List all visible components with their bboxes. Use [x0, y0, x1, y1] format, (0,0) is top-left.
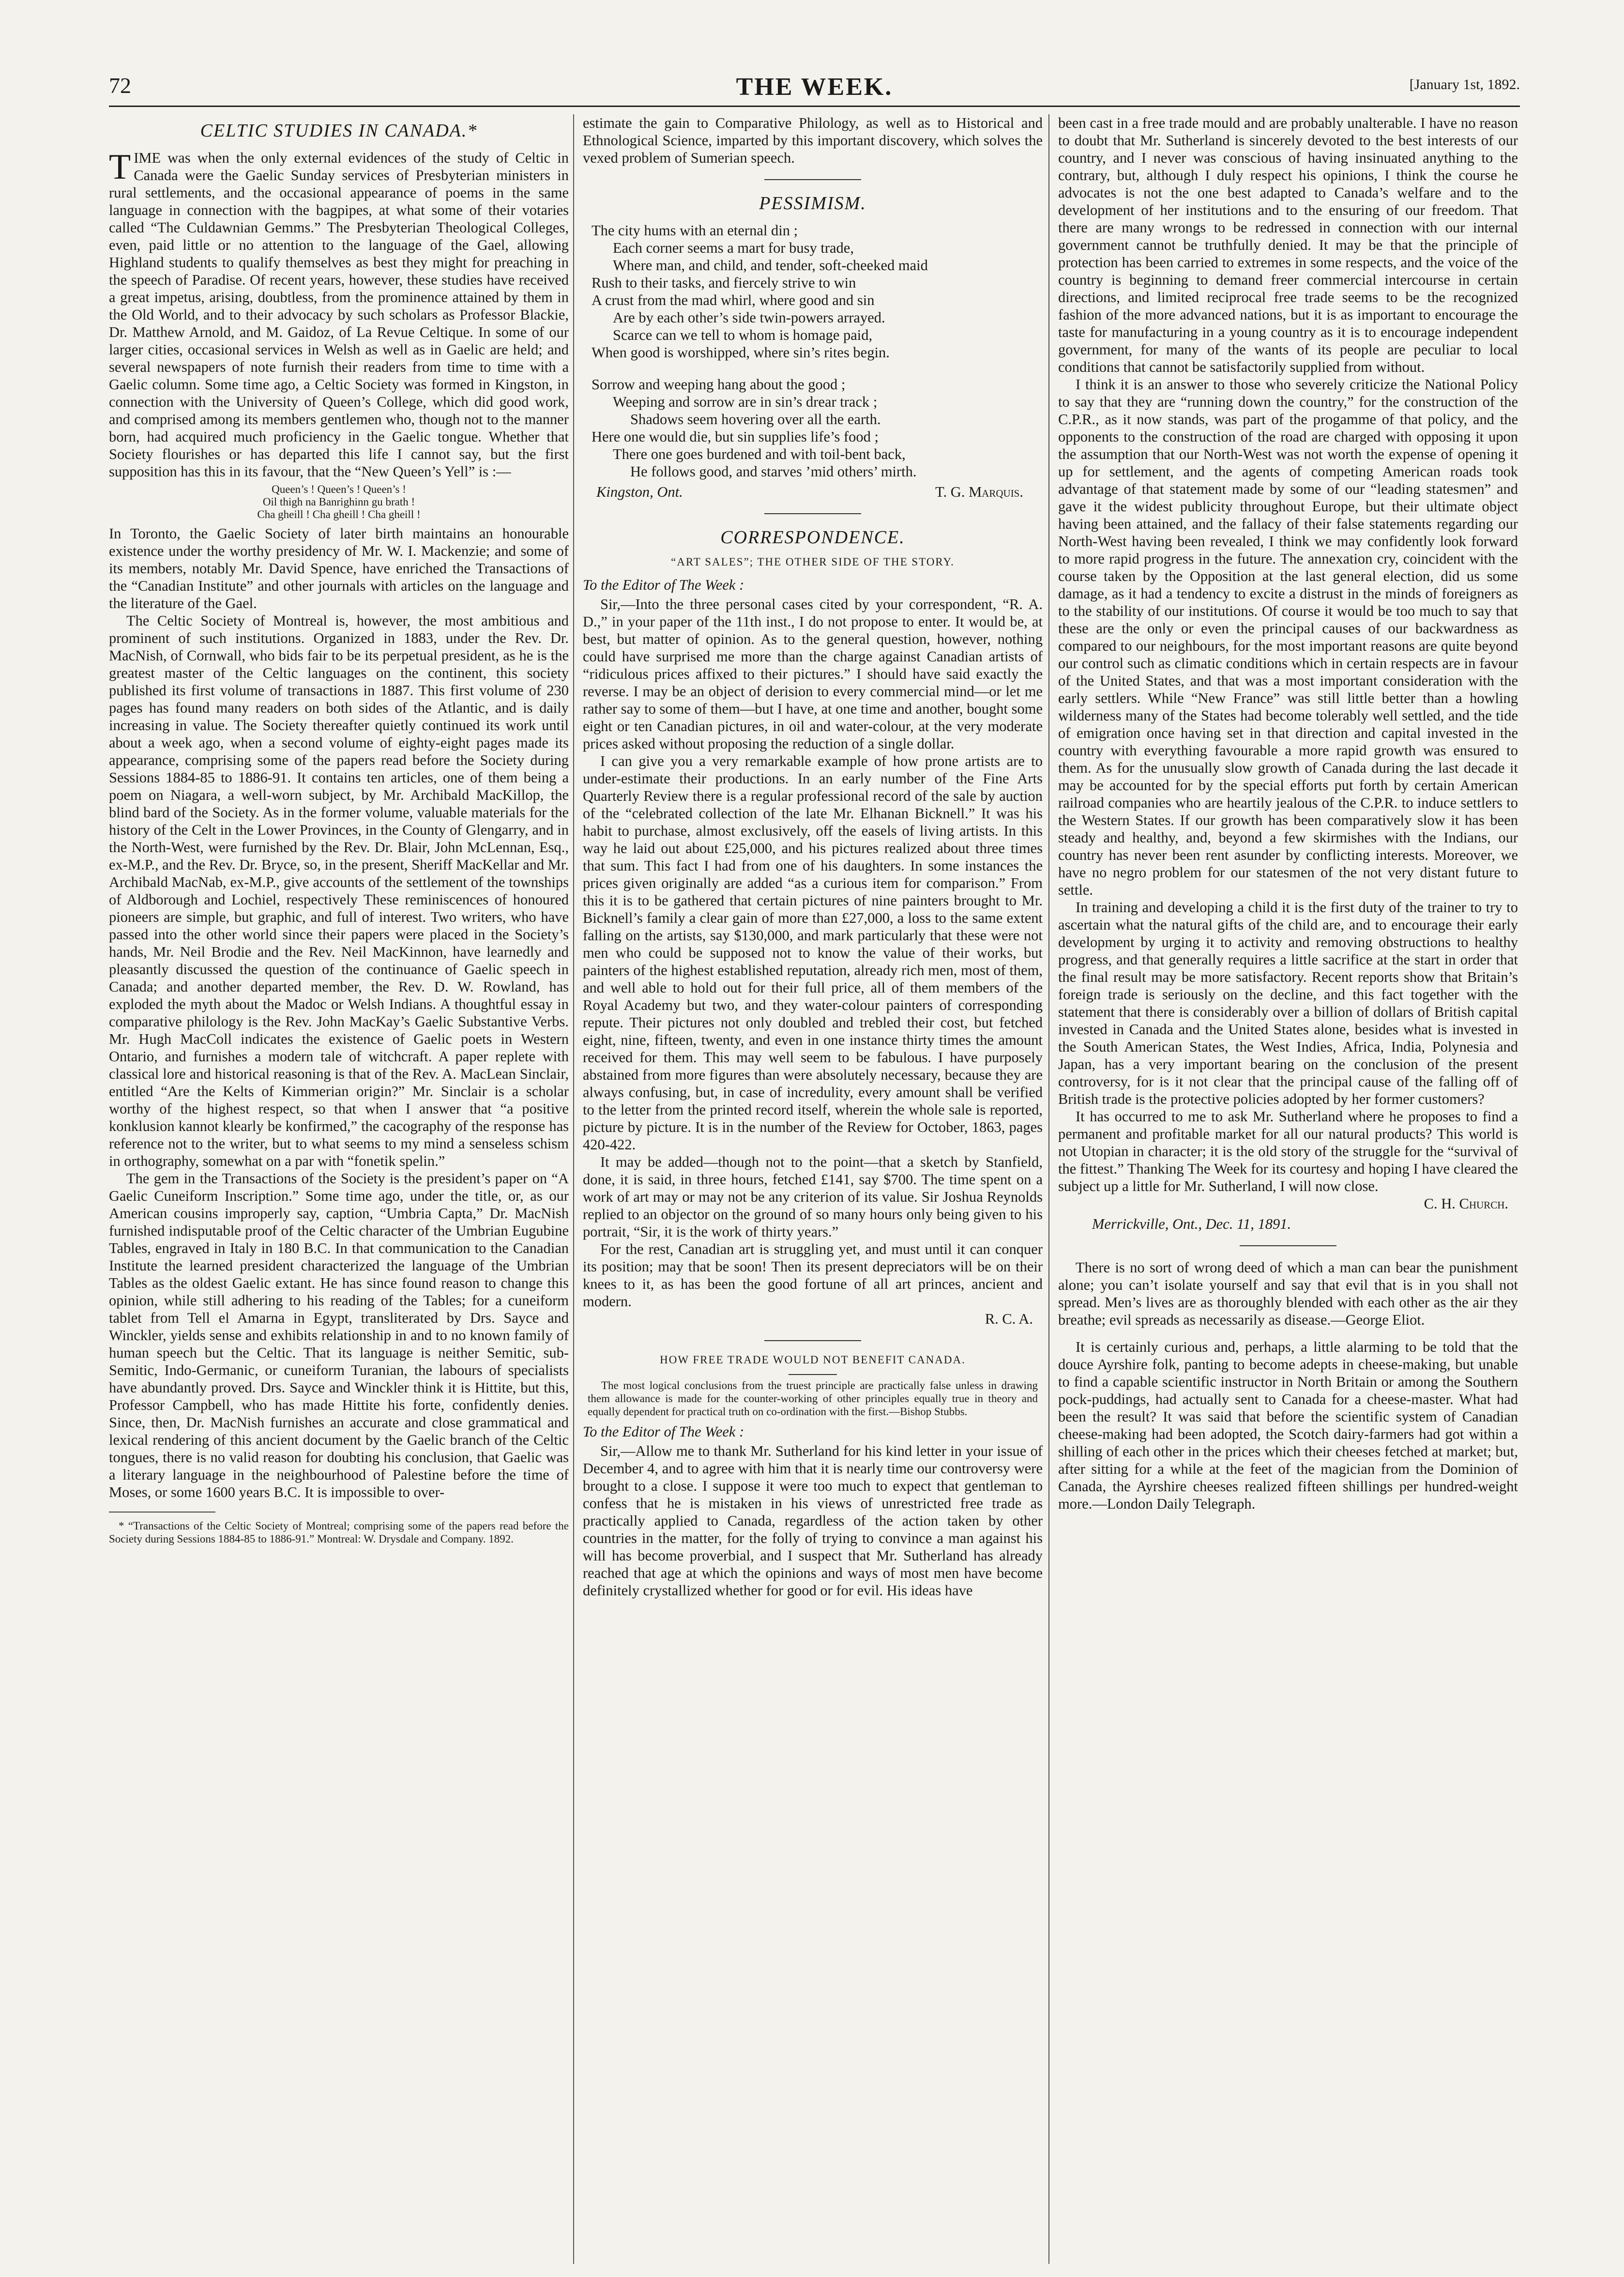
paragraph: I think it is an answer to those who severely criticize the National Policy to say that they are “running down the country,” for the construction of the C.P.R., as it now stands, was part of the progamme of that policy, and the opponents to the construction of the road are charged with opposing it upon the assumption that our North-West was not worth the expense of opening it up for settlement, and the agents of competing American roads took advantage of that statement made by some of our “leading statesmen” and gave it the widest publicity throughout Europe, but their ultimate object having been attained, and the fallacy of their false statements regarding our North-West having been revealed, I think we may confidently look forward to more rapid progress in the future. The annexation cry, coincident with the course taken by the Opposition at the last general election, did us some damage, as it had a tendency to excite a distrust in the minds of foreigners as to the stability of our institutions. Of course it would be too much to say that these are the only or even the principal causes of our backwardness as compared to our neighbours, for the most important reasons are quite beyond our control such as climatic conditions which in certain respects are in favour of the United States, and that was a most important consideration with the early settlers. While “New France” was still little better than a howling wilderness many of the States had become tolerably well settled, and the tide of emigration once having set in that direction and capital invested in the country with everything favourable a more rapid growth was ensured to them. As for the unusually slow growth of Canada during the last decade it may be accounted for by the special efforts put forth by certain American railroad companies who are heartily jealous of the C.P.R. to induce settlers to the Western States. If our growth has been comparatively slow it has been steady and healthy, and, beyond a few skirmishes with the Indians, our country has never been rent asunder by conflicting interests. Moreover, we have no negro problem for our statesmen of the not very distant future to settle.: [1058, 376, 1518, 898]
poem-signature: [596, 483, 1043, 501]
paragraph: been cast in a free trade mould and are probably unalterable. I have no reason to doubt that Mr. Sutherland is sincerely devoted to the best interests of our country, and I never was conscious of having insinuated anything to the contrary, but, although I duly respect his opinions, I think the course he advocates is not the one best adapted to Canada’s welfare and to the development of her institutions and to the ensuring of our freedom. That there are many wrongs to be redressed in connection with our internal government cannot be truthfully denied. It may be that the principle of protection has been carried to extremes in some respects, and the voice of the country is beginning to demand freer commercial intercourse in certain directions, and limited reciprocal free trade seems to be the recognized fashion of the more advanced nations, but it is as important to encourage the taste for manufacturing in a young country as it is to encourage independent government, for many of the wants of its people are peculiar to local conditions that cannot be satisfactorily supplied from without.: [1058, 115, 1518, 375]
column-rule: [1048, 114, 1049, 2264]
salutation: To the Editor of The Week :: [583, 1423, 744, 1440]
poem-line: The city hums with an eternal din ;: [592, 222, 798, 239]
paragraph: Sir,—Allow me to thank Mr. Sutherland for his kind letter in your issue of December 4, and to agree with him that it is nearly time our controversy were brought to a close. I suppose it were too much to expect that gentleman to confess that he is mistaken in his views of unrestricted free trade as practically applied to Canada, regardless of the action taken by other countries in the matter, for the folly of trying to convince a man against his will has become proverbial, and I suspect that Mr. Sutherland has already reached that age at which the opinions and ways of most men have become definitely crystallized whether for good or for evil. His ideas have: [583, 1443, 1043, 1599]
column-rule: [573, 114, 574, 2264]
poem-line: There one goes burdened and with toil-bent back,: [613, 446, 906, 462]
poem-line: Shadows seem hovering over all the earth.: [630, 411, 881, 428]
separator: [789, 1374, 837, 1375]
yell-line: Oil thigh na Banrighinn gu brath !: [262, 496, 415, 508]
poem-line: Are by each other’s side twin-powers arrayed.: [613, 309, 885, 326]
masthead-title: THE WEEK.: [736, 73, 893, 101]
letter-signature: [1072, 1195, 1508, 1212]
column-1: [109, 114, 569, 2264]
gaelic-yell: [109, 483, 569, 521]
article-title-celtic: CELTIC STUDIES IN CANADA.*: [200, 121, 478, 141]
issue-date: [January 1st, 1892.: [1409, 76, 1520, 92]
page-number: 72: [109, 73, 131, 98]
letter-subtitle-free-trade: HOW FREE TRADE WOULD NOT BENEFIT CANADA.: [660, 1354, 966, 1366]
paragraph: The gem in the Transactions of the Society is the president’s paper on “A Gaelic Cuneiform Inscription.” Some time ago, under the title, or, as our American cousins improperly say, caption, “Umbria Capta,” Dr. MacNish furnished indisputable proof of the Celtic character of the Umbrian Eugubine Tables, engraved in Italy in 180 B.C. In that communication to the Canadian Institute the learned president characterized the language of the Umbrian Tables as the oldest Gaelic extant. He has since found reason to change this opinion, while still adhering to his reading of the Tables; for a cuneiform tablet from Tell el Amarna in Egypt, transliterated by Drs. Sayce and Winckler, yields sense and exhibits relationship in and to no known family of human speech but the Celtic. That its language is neither Semitic, sub-Semitic, Indo-Germanic, or cuneiform Turanian, the labours of specialists have abundantly proved. Drs. Sayce and Winckler think it is Hittite, but this, Professor Campbell, who has made Hittite his forte, confidently denies. Since, then, Dr. MacNish furnishes an accurate and close grammatical and lexical rendering of this ancient document by the Gaelic branch of the Celtic tongues, there is no valid reason for doubting his conclusion, that Gaelic was a literary language in the neighbourhood of Palestine before the time of Moses, or some 1600 years B.C. It is impossible to over-: [109, 1170, 569, 1500]
page-header: [109, 73, 1520, 102]
paragraph: estimate the gain to Comparative Philology, as well as to Historical and Ethnological Science, imparted by this important discovery, which solves the vexed problem of Sumerian speech.: [583, 115, 1043, 166]
poem-line: A crust from the mad whirl, where good and sin: [592, 292, 875, 308]
paragraph: It may be added—though not to the point—that a sketch by Stanfield, done, it is said, in three hours, fetched £141, say $700. The time spent on a work of art may or may not be any criterion of its value. Sir Joshua Reynolds replied to an objector on the ground of so many hours only being given to his portrait, “Sir, it is the work of thirty years.”: [583, 1154, 1043, 1240]
column-2: [583, 114, 1043, 2264]
yell-line: Queen’s ! Queen’s ! Queen’s !: [272, 483, 406, 495]
poem-place: Kingston, Ont.: [596, 484, 683, 500]
signature-text: C. H. Church.: [1424, 1195, 1508, 1212]
poem-line: Scarce can we tell to whom is homage paid,: [613, 327, 873, 343]
letter-subtitle-art-sales: “ART SALES”; THE OTHER SIDE OF THE STORY.: [671, 556, 955, 568]
yell-line: Cha gheill ! Cha gheill ! Cha gheill !: [257, 508, 421, 520]
poem-line: When good is worshipped, where sin’s rites begin.: [592, 344, 890, 361]
paragraph: [109, 149, 569, 480]
salutation: To the Editor of The Week :: [583, 577, 744, 593]
poem-author: T. G. Marquis.: [935, 484, 1023, 500]
poem-line: Weeping and sorrow are in sin’s drear track ;: [613, 394, 878, 410]
poem-line: Each corner seems a mart for busy trade,: [613, 240, 854, 256]
poem-line: Sorrow and weeping hang about the good ;: [592, 376, 846, 393]
separator: [764, 1340, 861, 1341]
paragraph: The Celtic Society of Montreal is, however, the most ambitious and prominent of such institutions. Organized in 1883, under the Rev. Dr. MacNish, of Cornwall, who bids fair to be its perpetual president, as he is the greatest master of the Celtic languages on the continent, this society published its first volume of transactions in 1887. This first volume of 230 pages has found many readers on both sides of the Atlantic, and is daily increasing in value. The Society thereafter quietly continued its work until about a week ago, when a second volume of eighty-eight pages made its appearance, comprising some of the papers read before the Society during Sessions 1884-85 to 1886-91. It contains ten articles, one of them being a poem on Niagara, a well-worn subject, by Mr. Archibald MacKillop, the blind bard of the Society. As in the former volume, valuable materials for the history of the Celt in the Lower Provinces, in the County of Glengarry, and in the North-West, were furnished by the Rev. Dr. Blair, John McLennan, Esq., ex-M.P., and the Rev. Dr. Bryce, so, in the present, Sheriff MacKellar and Mr. Archibald MacNab, ex-M.P., give accounts of the settlement of the townships of Aldborough and Lochiel, respectively These reminiscences of honoured pioneers are simple, but graphic, and full of interest. Two writers, who have passed into the other world since their papers were placed in the Society’s hands, Mr. Neil Brodie and the Rev. Neil MacKinnon, have learnedly and pleasantly discussed the question of the continuance of Gaelic speech in Canada; and another departed member, the Rev. D. W. Rowland, has exploded the myth about the Madoc or Welsh Indians. A thoughtful essay in comparative philology is the Rev. John MacKay’s Gaelic Substantive Verbs. Mr. Hugh MacColl indicates the existence of Gaelic poets in Western Ontario, and furnishes a modern tale of witchcraft. A paper replete with classical lore and historical reasoning is that of the Rev. A. MacLean Sinclair, entitled “Are the Kelts of Kimmerian origin?” Mr. Sinclair is a scholar worthy of the highest respect, so that when I answer that “a positive konklusion kannot klearly be konfirmed,” the cacography of the response has reference not to the writer, but to what seems to my mind a senseless schism in orthography, somewhat on a par with “fonetik spelin.”: [109, 612, 569, 1169]
separator: [764, 179, 861, 180]
paragraph: In training and developing a child it is the first duty of the trainer to try to ascertain what the natural gifts of the child are, and to encourage their early development by urging it to activity and removing obstructions to healthy progress, and that generally requires a little sacrifice at the start in order that the final result may be more satisfactory. Recent reports show that Britain’s foreign trade is seriously on the decline, and this fact together with the statement that there is considerably over a billion of dollars of British capital invested in Canada and the United States alone, besides what is invested in the South American States, the West Indies, Africa, India, Polynesia and Japan, has a very important bearing on the conclusion of the present controversy, for is it not clear that the principal cause of the falling off of British trade is the protective policies adopted by her former customers?: [1058, 899, 1518, 1107]
drop-cap: T: [109, 147, 131, 187]
poem-line: Where man, and child, and tender, soft-cheeked maid: [613, 257, 928, 274]
correspondence-title: CORRESPONDENCE.: [720, 527, 905, 548]
paragraph: There is no sort of wrong deed of which a man can bear the punishment alone; you can’t isolate yourself and say that evil that is in you shall not spread. Men’s lives are as thoroughly blended with each other as the air they breathe; evil spreads as necessarily as disease.—George Eliot.: [1058, 1259, 1518, 1328]
poem-line: He follows good, and starves ’mid others’ mirth.: [630, 463, 917, 480]
poem-line: Here one would die, but sin supplies life’s food ;: [592, 428, 879, 445]
dateline: Merrickville, Ont., Dec. 11, 1891.: [1092, 1216, 1291, 1232]
paragraph-text: IME was when the only external evidences of the study of Celtic in Canada were the Gaelic Sunday services of Presbyterian ministers in rural settlements, and the occasional appearance of poems in the same language in connection with the bagpipes, at what some of their votaries called “The Culdawnian Gemms.” The Presbyterian Theological Colleges, even, paid little or no attention to the language of the Gael, allowing Highland students to qualify themselves as best they might for preaching in the speech of Paradise. Of recent years, however, these studies have received a great impetus, arising, doubtless, from the prominence attained by them in the Old World, and to their advocacy by such scholars as Professor Blackie, Dr. Matthew Arnold, and M. Gaidoz, of La Revue Celtique. In some of our larger cities, occasional services in Welsh as well as in Gaelic are held; and several newspapers of note furnish their readers from time to time with a Gaelic column. Some time ago, a Celtic Society was formed in Kingston, in connection with the University of Queen’s College, which did good work, and comprised among its members gentlemen who, though not to the manner born, had acquired much proficiency in the Gaelic tongue. Whether that Society flourishes or has departed this life I cannot say, but the first supposition has this in its favour, that the “New Queen’s Yell” is :—: [109, 150, 569, 480]
paragraph: For the rest, Canadian art is struggling yet, and must until it can conquer its position; may that be soon! Then its present depreciators will be on their knees to it, as has been the good fortune of all art princes, ancient and modern.: [583, 1241, 1043, 1310]
separator: [764, 513, 861, 514]
signature-text: R. C. A.: [985, 1311, 1033, 1327]
column-3: [1058, 114, 1518, 2264]
poem: [592, 222, 1043, 480]
letter-signature: [596, 1310, 1033, 1328]
footnote: * “Transactions of the Celtic Society of Montreal; comprising some of the papers read before the Society during Sessions 1884-85 to 1886-91.” Montreal: W. Drysdale and Company. 1892.: [109, 1520, 569, 1545]
poem-line: Rush to their tasks, and fiercely strive to win: [592, 275, 856, 291]
header-rule: [109, 106, 1520, 107]
poem-title: PESSIMISM.: [759, 193, 866, 214]
paragraph: Sir,—Into the three personal cases cited by your correspondent, “R. A. D.,” in your paper of the 11th inst., I do not propose to enter. It would be, at best, but matter of opinion. As to the general question, however, nothing could have surprised me more than the charge against Canadian artists of “ridiculous prices affixed to their pictures.” I should have said exactly the reverse. I may be an object of derision to every commercial mind—or let me rather say to some of them—but I have, at one time and another, bought some eight or ten Canadian pictures, in oil and water-colour, at the very moderate prices asked without proposing the reduction of a single dollar.: [583, 596, 1043, 752]
paragraph: In Toronto, the Gaelic Society of later birth maintains an honourable existence under the worthy presidency of Mr. W. I. Mackenzie; and some of its members, notably Mr. David Spence, have enriched the Transactions of the “Canadian Institute” and other journals with articles on the language and the literature of the Gael.: [109, 525, 569, 611]
separator: [1240, 1245, 1336, 1246]
epigraph: The most logical conclusions from the truest principle are practically false unless in drawing them allowance is made for the counter-working of other principles equally true in theory and equally dependent for practical truth on co-ordination with the first.—Bishop Stubbs.: [588, 1379, 1038, 1418]
footnote-rule: [109, 1512, 215, 1513]
paragraph: I can give you a very remarkable example of how prone artists are to under-estimate their productions. In an early number of the Fine Arts Quarterly Review there is a regular professional record of the sale by auction of the “celebrated collection of the late Mr. Elhanan Bicknell.” It was his habit to purchase, almost exclusively, off the easels of living artists. In this way he laid out about £25,000, and his pictures realized about three times that sum. This fact I had from one of his daughters. In some instances the prices given originally are added “as a curious item for comparison.” From this it is to be gathered that certain pictures of nine painters brought to Mr. Bicknell’s family a clear gain of more than £27,000, a loss to the same extent falling on the artists, say $130,000, and mark particularly that these were not men who could be supposed not to know the value of their works, but painters of the highest established reputation, already rich men, most of them, and well able to hold out for their full price, all of them members of the Royal Academy but two, and they water-colour painters of corresponding repute. Their pictures not only doubled and trebled their cost, but fetched eight, nine, fifteen, twenty, and even in one instance thirty times the amount received for them. This may well seem to be fabulous. I have purposely abstained from more figures than were absolutely necessary, because they are always confusing, but, in case of incredulity, every amount shall be verified to the letter from the printed record itself, wherein the whole sale is reported, picture by picture. It is in the number of the Review for October, 1863, pages 420-422.: [583, 753, 1043, 1153]
paragraph: It has occurred to me to ask Mr. Sutherland where he proposes to find a permanent and profitable market for all our natural products? This world is not Utopian in character; it is the old story of the struggle for the “survival of the fittest.” Thanking The Week for its courtesy and hoping I have cleared the subject up a little for Mr. Sutherland, I will now close.: [1058, 1108, 1518, 1194]
paragraph: It is certainly curious and, perhaps, a little alarming to be told that the douce Ayrshire folk, panting to become adepts in cheese-making, but unable to find a capable scientific instructor in North Britain or among the Southern pock-puddings, had actually sent to Canada for a cheese-master. What had been the result? It was said that before the scientific system of Canadian cheese-making had been adopted, the Scotch dairy-farmers had got within a shilling of each other in the prices which their cheeses fetched at market; but, after sitting for a while at the feet of the magician from the Dominion of Canada, the Ayrshire cheeses realized fifteen shillings per hundred-weight more.—London Daily Telegraph.: [1058, 1339, 1518, 1512]
